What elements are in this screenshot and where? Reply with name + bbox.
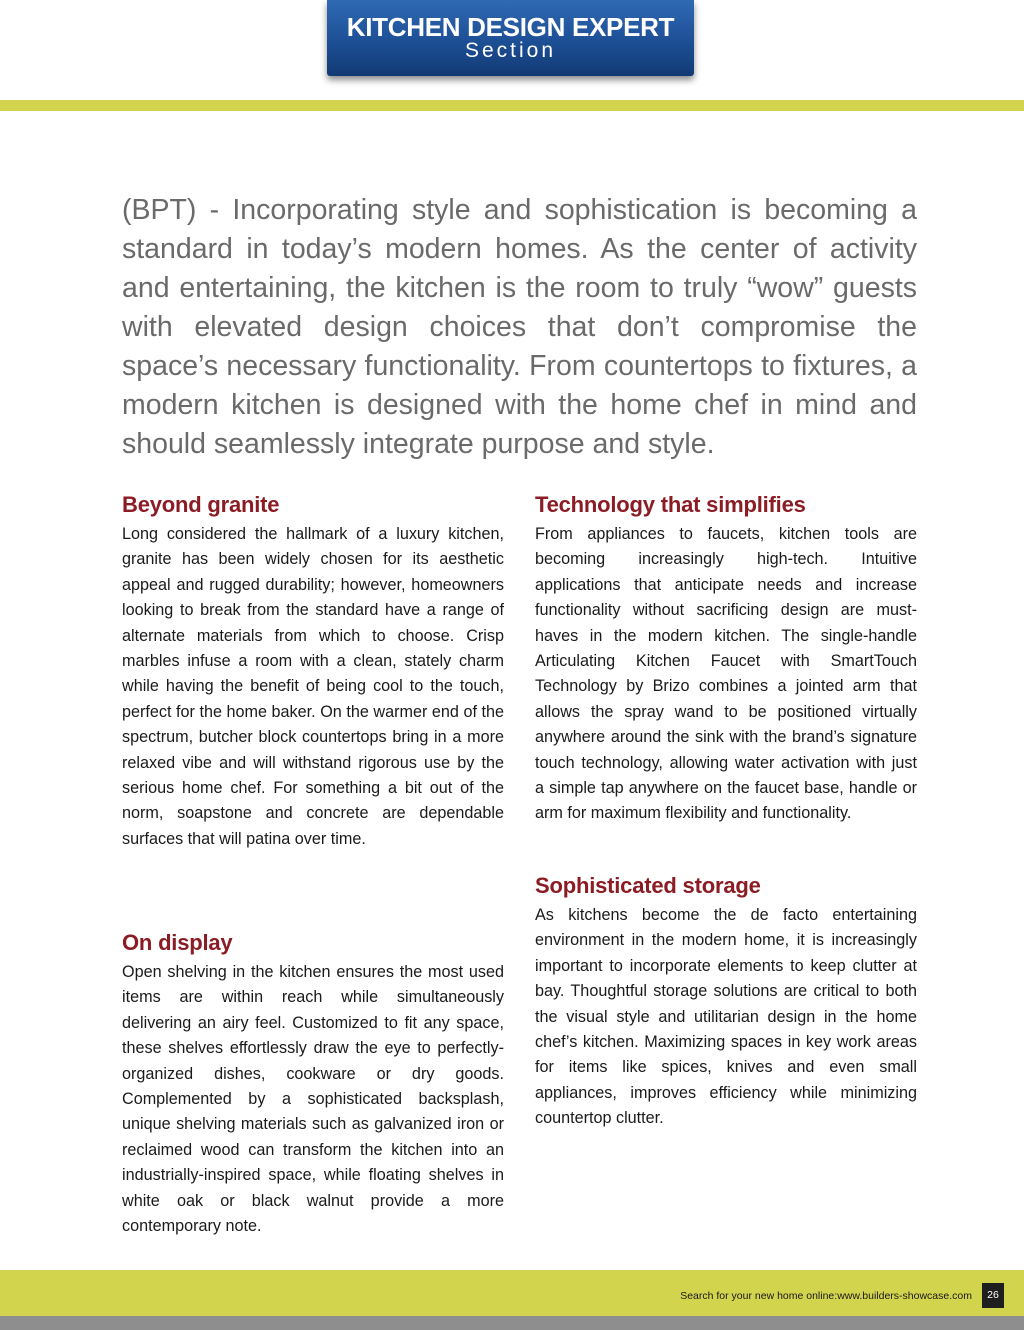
header-accent-rule xyxy=(0,100,1024,111)
section-storage xyxy=(535,871,917,1132)
section-technology xyxy=(535,490,917,827)
banner-title: KITCHEN DESIGN EXPERT xyxy=(346,12,675,42)
section-body: Open shelving in the kitchen ensures the most used items are within reach while simultaneously delivering an airy feel. Customized to fit any space, these shelves effortlessly draw the eye to perfectly-organized dishes, cookware or dry goods. Complemented by a sophisticated backsplash, unique shelving materials such as galvanized iron or reclaimed wood can transform the kitchen into an industrially-inspired space, while floating shelves in white oak or black walnut provide a more contemporary note. xyxy=(122,963,504,1236)
section-body: From appliances to faucets, kitchen tools are becoming increasingly high-tech. Intuitive applications that anticipate needs and increase functionality without sacrificing design are must-haves in the modern kitchen. The single-handle Articulating Kitchen Faucet with SmartTouch Technology by Brizo combines a jointed arm that allows the spray wand to be positioned virtually anywhere around the sink with the brand’s signature touch technology, allowing water activation with just a simple tap anywhere on the faucet base, handle or arm for maximum flexibility and functionality. xyxy=(535,525,917,823)
section-heading: Technology that simplifies xyxy=(535,492,806,517)
section-heading: On display xyxy=(122,930,233,955)
footer-bottom-strip xyxy=(0,1316,1024,1330)
section-heading: Beyond granite xyxy=(122,492,280,517)
section-banner xyxy=(327,0,694,76)
banner-subtitle: Section xyxy=(464,39,557,62)
section-on-display xyxy=(122,928,504,1239)
intro-paragraph: (BPT) - Incorporating style and sophistication is becoming a standard in today’s modern homes. As the center of activity and entertaining, the kitchen is the room to truly “wow” guests with elevated design choices that don’t compromise the space’s necessary functionality. From countertops to fixtures, a modern kitchen is designed with the home chef in mind and should seamlessly integrate purpose and style. xyxy=(122,194,917,460)
section-body: As kitchens become the de facto entertaining environment in the modern home, it is increasingly important to incorporate elements to keep clutter at bay. Thoughtful storage solutions are critical to both the visual style and utilitarian design in the home chef’s kitchen. Maximizing spaces in key work areas for items like spices, knives and even small appliances, improves efficiency while minimizing countertop clutter. xyxy=(535,906,917,1128)
section-body: Long considered the hallmark of a luxury kitchen, granite has been widely chosen for its aesthetic appeal and rugged durability; however, homeowners looking to break from the standard have a range of alternate materials from which to choose. Crisp marbles infuse a room with a clean, stately charm while having the benefit of being cool to the touch, perfect for the home baker. On the warmer end of the spectrum, butcher block countertops bring in a more relaxed vibe and will withstand rigorous use by the serious home chef. For something a bit out of the norm, soapstone and concrete are dependable surfaces that will patina over time. xyxy=(122,525,504,848)
section-beyond-granite xyxy=(122,490,504,852)
section-heading: Sophisticated storage xyxy=(535,873,761,898)
footer-website-text: Search for your new home online:www.builders-showcase.com xyxy=(680,1290,972,1302)
page-number: 26 xyxy=(982,1283,1004,1308)
